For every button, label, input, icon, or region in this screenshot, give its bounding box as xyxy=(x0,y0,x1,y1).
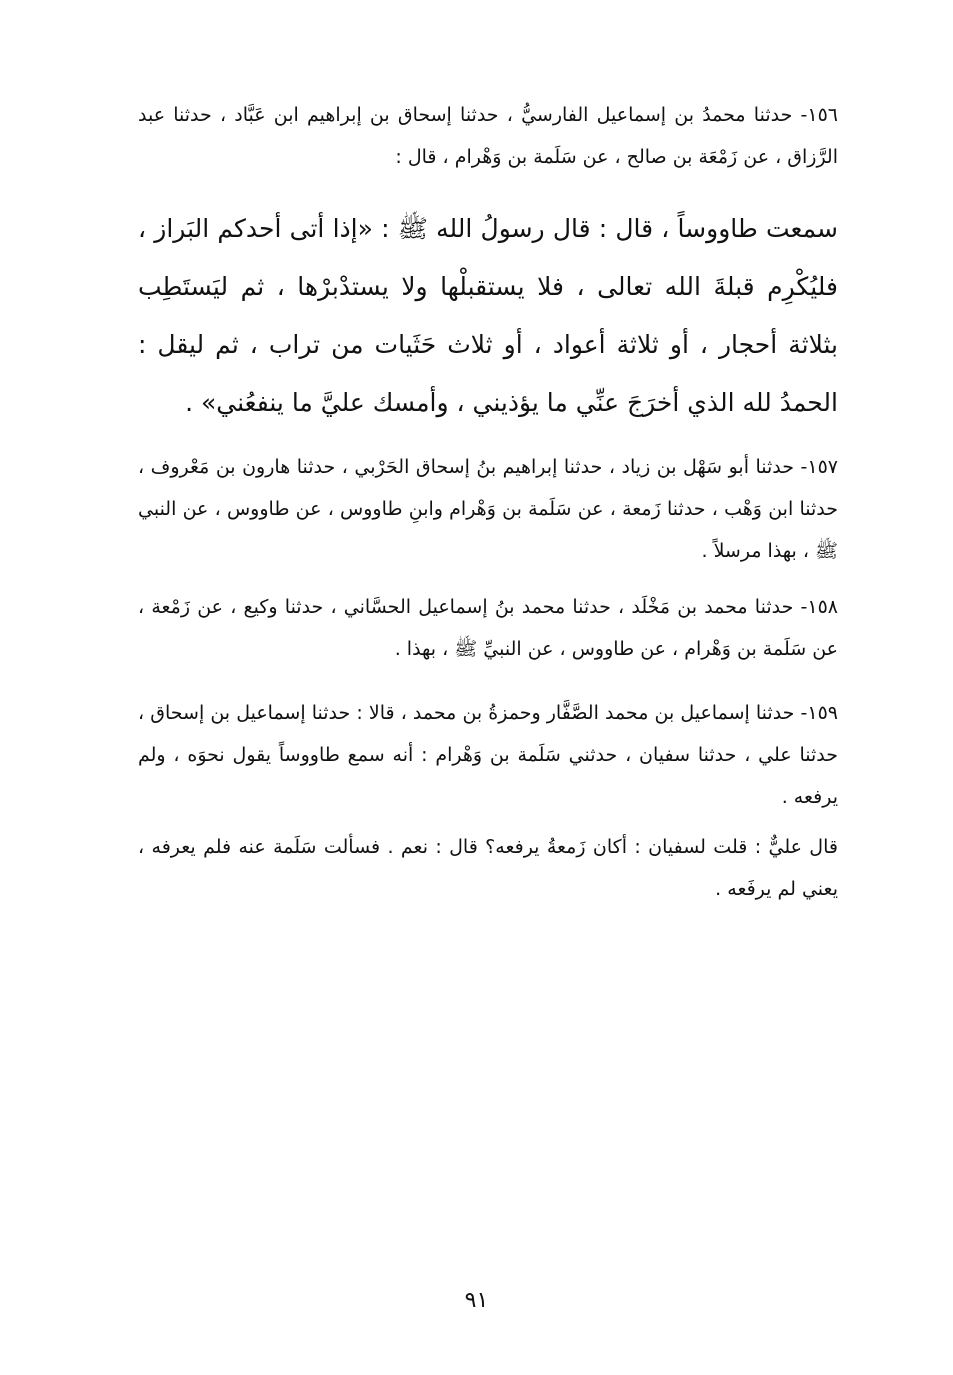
spacer xyxy=(138,432,838,446)
hadith-156-isnad: ١٥٦- حدثنا محمدُ بن إسماعيل الفارسيُّ ، حدثنا إسحاق بن إبراهيم ابن عَبَّاد ، حدثنا عبد الرَّزاق ، عن زَمْعَة بن صالح ، عن سَلَمة بن وَهْرام ، قال : xyxy=(138,104,838,168)
hadith-157: ١٥٧- حدثنا أبو سَهْل بن زياد ، حدثنا إبراهيم بنُ إسحاق الحَرْبي ، حدثنا هارون بن مَعْروف ، حدثنا ابن وَهْب ، حدثنا زَمعة ، عن سَلَمة بن وَهْرام وابنِ طاووس ، عن طاووس ، عن النبي ﷺ ، بهذا مرسلاً . xyxy=(138,456,838,562)
spacer xyxy=(138,818,838,826)
page-number: ٩١ xyxy=(464,1288,489,1313)
hadith-158: ١٥٨- حدثنا محمد بن مَخْلَد ، حدثنا محمد بنُ إسماعيل الحسَّاني ، حدثنا وكيع ، عن زَمْعة ، عن سَلَمة بن وَهْرام ، عن طاووس ، عن النبيِّ ﷺ ، بهذا . xyxy=(138,596,838,660)
spacer xyxy=(138,670,838,692)
spacer xyxy=(138,572,838,586)
spacer xyxy=(138,178,838,200)
hadith-159: ١٥٩- حدثنا إسماعيل بن محمد الصَّفَّار وحمزةُ بن محمد ، قالا : حدثنا إسماعيل بن إسحاق ، حدثنا علي ، حدثنا سفيان ، حدثني سَلَمة بن وَهْرام : أنه سمع طاووساً يقول نحوَه ، ولم يرفعه . xyxy=(138,702,838,808)
page-text-block xyxy=(138,94,838,910)
hadith-159-note: قال عليٌّ : قلت لسفيان : أكان زَمعةُ يرفعه؟ قال : نعم . فسألت سَلَمة عنه فلم يعرفه ، يعني لم يرفَعه . xyxy=(138,836,838,900)
hadith-156-matn: سمعت طاووساً ، قال : قال رسولُ الله ﷺ : «إذا أتى أحدكم البَراز ، فليُكْرِم قبلةَ الله تعالى ، فلا يستقبلْها ولا يستدْبرْها ، ثم ليَستَطِب بثلاثة أحجار ، أو ثلاثة أعواد ، أو ثلاث حَثَيات من تراب ، ثم ليقل : الحمدُ لله الذي أخرَجَ عنِّي ما يؤذيني ، وأمسك عليَّ ما ينفعُني» . xyxy=(138,214,838,417)
